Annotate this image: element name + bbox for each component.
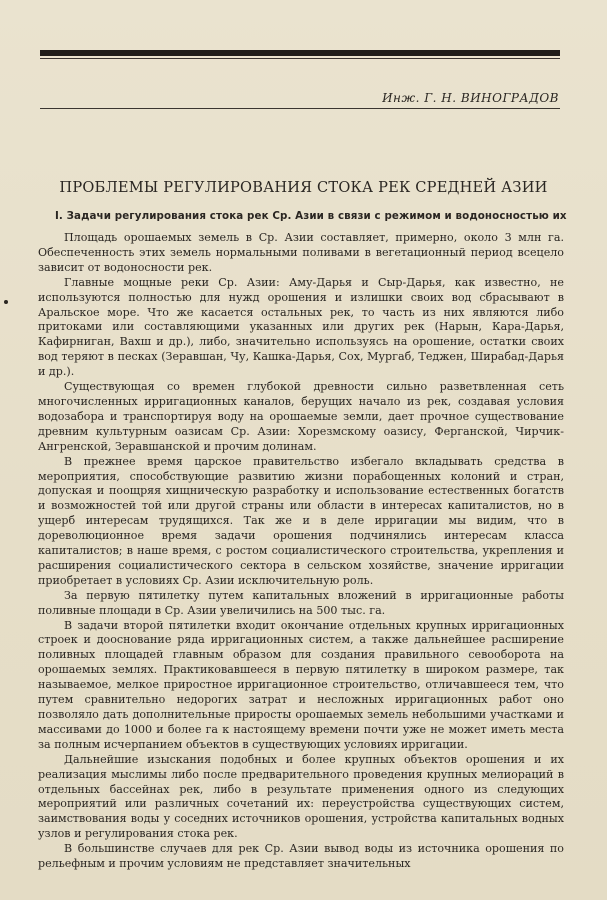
paragraph: Главные мощные реки Ср. Азии: Аму-Дарья и Сыр-Дарья, как известно, не используются полностью для нужд орошения и излишки своих вод сбрасывают в Аральское море. Что же касается остальных рек, то часть из них являются либо притоками или составляющими указанных или других рек (Нарын, Кара-Дарья, Кафирниган, Вахш и др.), либо, значительно используясь на орошение, остатки своих вод теряют в песках (Зеравшан, Чу, Кашка-Дарья, Сох, Мургаб, Теджен, Ширабад-Дарья и др.).	[38, 275, 564, 379]
paragraph: Дальнейшие изыскания подобных и более крупных объектов орошения и их реализация мыслимы либо после предварительного проведения крупных мелиораций в отдельных бассейнах рек, либо в результате применения одного из следующих мероприятий или различных сочетаний их: переустройства существующих систем, заимствования воды у соседних источников орошения, устройства капитальных водных узлов и регулирования стока рек.	[38, 752, 564, 841]
section-title: I. Задачи регулирования стока рек Ср. Азии в связи с режимом и водоносностью их	[55, 210, 567, 222]
paragraph: Существующая со времен глубокой древности сильно разветвленная сеть многочисленных ирригационных каналов, берущих начало из рек, создавая условия водозабора и транспортируя воду на орошаемые земли, дает прочное существование древним культурным оазисам Ср. Азии: Хорезмскому оазису, Ферганской, Чирчик-Ангренской, Зеравшанской и прочим долинам.	[38, 380, 564, 453]
paragraph: В задачи второй пятилетки входит окончание отдельных крупных ирригационных строек и дооснование ряда ирригационных систем, а также дальнейшее расширение поливных площадей главным образом для создания правильного севооборота на орошаемых землях. Практиковавшееся в первую пятилетку в широком размере, так называемое, мелкое приростное ирригационное строительство, отличавшееся тем, что путем сравнительно недорогих затрат и несложных ирригационных работ оно позволяло дать дополнительные приросты орошаемых земель небольшими участками и массивами до 1000 и более га к настоящему времени почти уже не может иметь места за полным исчерпанием объектов в существующих условиях ирригации.	[38, 618, 564, 751]
article-title: ПРОБЛЕМЫ РЕГУЛИРОВАНИЯ СТОКА РЕК СРЕДНЕЙ АЗИИ	[59, 179, 548, 196]
paragraph: В большинстве случаев для рек Ср. Азии вывод воды из источника орошения по рельефным и прочим условиям не представляет значительных	[38, 842, 564, 871]
author-rule	[40, 108, 560, 109]
header-rule-thin	[40, 58, 560, 59]
paragraph: За первую пятилетку путем капитальных вложений в ирригационные работы поливные площади в Ср. Азии увеличились на 500 тыс. га.	[38, 588, 564, 617]
margin-mark	[4, 300, 8, 304]
header-rule-thick	[40, 50, 560, 56]
article-body	[38, 231, 564, 872]
paragraph: В прежнее время царское правительство избегало вкладывать средства в мероприятия, способствующие развитию жизни порабощенных колоний и стран, допуская и поощряя хищническую разработку и использование естественных богатств и возможностей той или другой страны или области в интересах капиталистов, но в ущерб интересам трудящихся. Так же и в деле ирригации мы видим, что в дореволюционное время задачи орошения подчинялись интересам класса капиталистов; в наше время, с ростом социалистического строительства, укрепления и расширения социалистического сектора в сельском хозяйстве, значение ирригации приобретает в условиях Ср. Азии исключительную роль.	[38, 454, 564, 587]
paragraph: Площадь орошаемых земель в Ср. Азии составляет, примерно, около 3 млн га. Обеспеченность этих земель нормальными поливами в вегетационный период всецело зависит от водоносности рек.	[38, 231, 564, 274]
author-line: Инж. Г. Н. ВИНОГРАДОВ	[382, 91, 559, 105]
